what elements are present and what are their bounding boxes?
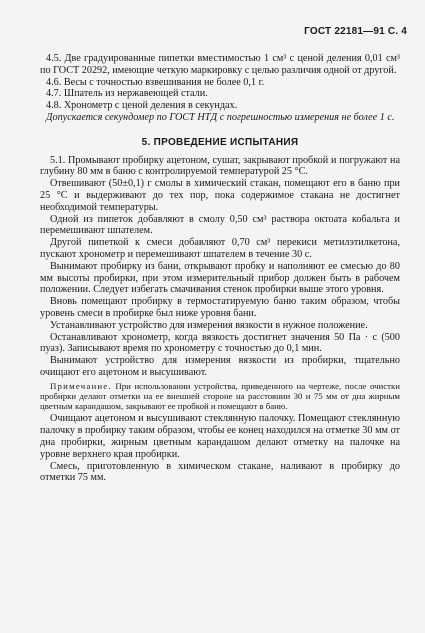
paragraph: Устанавливают устройство для измерения вязкости в нужное положение. xyxy=(50,319,368,331)
document-body xyxy=(40,53,400,484)
section-title: 5. ПРОВЕДЕНИЕ ИСПЫТАНИЯ xyxy=(141,136,299,148)
primechanie-note xyxy=(40,381,400,412)
clause-4-6: 4.6. Весы с точностью взвешивания не более 0,1 г. xyxy=(46,76,265,88)
stopwatch-note: Допускается секундомер по ГОСТ НТД с погрешностью измерения не более 1 с. xyxy=(46,111,395,123)
clause-4-7: 4.7. Шпатель из нержавеющей стали. xyxy=(46,88,208,100)
paragraph: Вынимают пробирку из бани, открывают пробку и наполняют ее смесью до 80 мм высоты пробирки, при этом измерительный прибор должен быть в рабочем положении. Следует избегать смачивания стенок пробирки выше этого уровня. xyxy=(40,260,400,296)
primechanie-label: Примечание. xyxy=(50,380,112,391)
page-header: ГОСТ 22181—91 С. 4 xyxy=(304,26,407,37)
clause-4-8: 4.8. Хронометр с ценой деления в секундах. xyxy=(46,100,238,112)
paragraph: Другой пипеткой к смеси добавляют 0,70 см³ перекиси метилэтилкетона, пускают хронометр и перемешивают шпателем в течение 30 с. xyxy=(40,237,400,260)
paragraph: Вынимают устройство для измерения вязкости из пробирки, тщательно очищают его ацетоном и высушивают. xyxy=(40,355,400,378)
paragraph: Смесь, приготовленную в химическом стакане, наливают в пробирку до отметки 75 мм. xyxy=(40,460,400,484)
paragraph: Вновь помещают пробирку в термостатируемую баню таким образом, чтобы уровень смеси в пробирке был ниже уровня бани. xyxy=(40,296,400,319)
paragraph: 5.1. Промывают пробирку ацетоном, сушат, закрывают пробкой и погружают на глубину 80 мм в баню с контролируемой температурой 25 °С. xyxy=(40,154,400,178)
paragraph: Отвешивают (50±0,1) г смолы в химический стакан, помещают его в баню при 25 °С и выдерживают до тех пор, пока содержимое стакана не достигнет необходимой температуры. xyxy=(40,178,400,213)
paragraph: Очищают ацетоном и высушивают стеклянную палочку. Помещают стеклянную палочку в пробирку таким образом, чтобы ее конец находился на отметке 30 мм от дна пробирки, жирным цветным карандашом делают отметку на палочке на уровне верхнего края пробирки. xyxy=(40,413,400,460)
clause-4-5: 4.5. Две градуированные пипетки вместимостью 1 см³ с ценой деления 0,01 см³ по ГОСТ 20292, имеющие четкую маркировку с целью различия одной от другой. xyxy=(40,53,400,76)
primechanie-text: При использовании устройства, приведенного на чертеже, после очистки пробирки делают отметки на ее внешней стороне на расстоянии 30 и 75 мм от дна жирным цветным карандашом, закрывают ее пробкой и помещают в баню. xyxy=(40,380,400,412)
paragraph: Одной из пипеток добавляют в смолу 0,50 см³ раствора октоата кобальта и перемешивают шпателем. xyxy=(40,213,400,237)
paragraph: Останавливают хронометр, когда вязкость достигнет значения 50 Па · с (500 пуаз). Записывают время по хронометру с точностью до 0,1 мин. xyxy=(40,331,400,355)
